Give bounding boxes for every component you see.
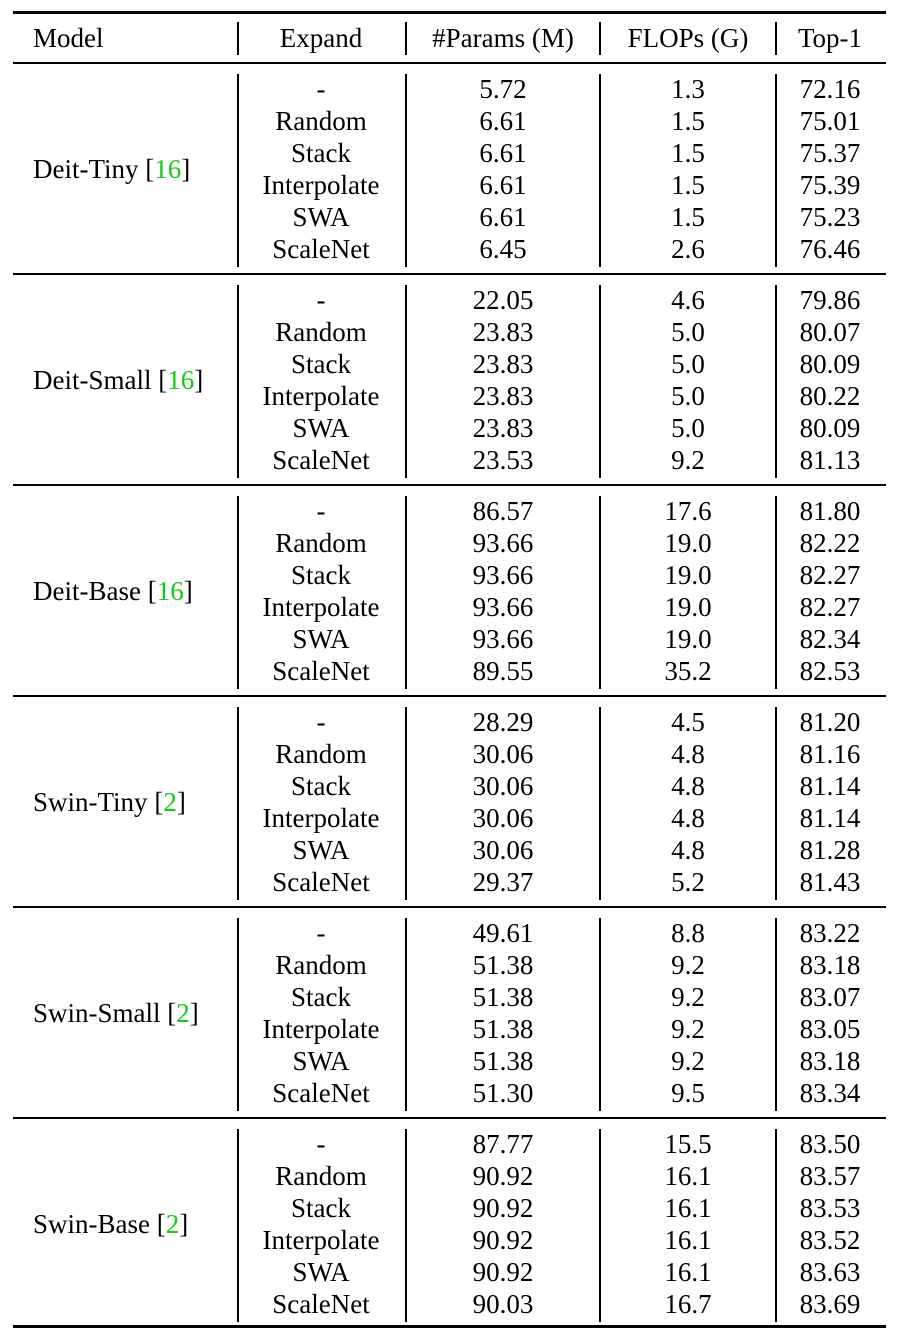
cell-top1: 83.22	[799, 918, 861, 948]
cell-expand: ScaleNet	[272, 656, 370, 686]
cell-params: 30.06	[472, 739, 534, 769]
cell-top1: 83.50	[799, 1129, 861, 1159]
header-separator	[405, 22, 407, 55]
cell-top1: 81.43	[799, 867, 861, 897]
cell-flops: 16.1	[664, 1193, 712, 1223]
column-separator	[599, 74, 601, 267]
cell-params: 23.83	[472, 413, 534, 443]
cell-flops: 9.2	[671, 445, 705, 475]
cell-params: 90.92	[472, 1193, 534, 1223]
cell-top1: 83.34	[799, 1078, 861, 1108]
cell-flops: 19.0	[664, 624, 712, 654]
citation-link[interactable]: 16	[154, 154, 182, 184]
column-separator	[775, 707, 777, 900]
cell-expand: Interpolate	[262, 803, 380, 833]
group-rule	[13, 484, 886, 486]
cell-params: 51.38	[472, 950, 534, 980]
cell-flops: 16.1	[664, 1161, 712, 1191]
citation-link[interactable]: 2	[163, 787, 177, 817]
column-separator	[599, 496, 601, 689]
model-label: Swin-Small [2]	[33, 998, 199, 1028]
cell-top1: 82.27	[799, 592, 861, 622]
cell-expand: Stack	[291, 560, 351, 590]
cell-flops: 4.5	[671, 707, 705, 737]
cell-params: 93.66	[472, 560, 534, 590]
model-name: Deit-Base	[33, 576, 141, 606]
column-separator	[405, 707, 407, 900]
column-separator	[775, 1129, 777, 1322]
cell-expand: SWA	[292, 624, 350, 654]
cell-flops: 19.0	[664, 528, 712, 558]
column-separator	[405, 285, 407, 478]
cell-params: 51.38	[472, 982, 534, 1012]
cell-top1: 79.86	[799, 285, 861, 315]
top-rule	[13, 11, 886, 14]
cell-flops: 5.2	[671, 867, 705, 897]
cell-top1: 83.18	[799, 1046, 861, 1076]
cell-expand: Stack	[291, 1193, 351, 1223]
cell-expand: Random	[275, 317, 367, 347]
cell-expand: ScaleNet	[272, 1289, 370, 1319]
column-separator	[237, 1129, 239, 1322]
cell-expand: Interpolate	[262, 1014, 380, 1044]
cell-top1: 83.63	[799, 1257, 861, 1287]
column-separator	[775, 918, 777, 1111]
cell-params: 30.06	[472, 771, 534, 801]
header-separator	[775, 22, 777, 55]
cell-expand: Interpolate	[262, 381, 380, 411]
column-separator	[405, 918, 407, 1111]
cell-params: 23.83	[472, 349, 534, 379]
cell-expand: -	[316, 707, 326, 737]
cell-params: 22.05	[472, 285, 534, 315]
cell-expand: Stack	[291, 349, 351, 379]
cell-top1: 72.16	[799, 74, 861, 104]
column-separator	[237, 918, 239, 1111]
cell-flops: 19.0	[664, 560, 712, 590]
model-name: Swin-Small	[33, 998, 161, 1028]
cell-expand: -	[316, 285, 326, 315]
cell-expand: Random	[275, 106, 367, 136]
cell-params: 87.77	[472, 1129, 534, 1159]
model-name: Deit-Small	[33, 365, 152, 395]
cell-top1: 83.69	[799, 1289, 861, 1319]
cell-expand: Interpolate	[262, 170, 380, 200]
cell-params: 51.38	[472, 1046, 534, 1076]
column-separator	[237, 285, 239, 478]
cell-top1: 82.53	[799, 656, 861, 686]
cell-expand: SWA	[292, 835, 350, 865]
cell-expand: Interpolate	[262, 1225, 380, 1255]
cell-expand: Stack	[291, 771, 351, 801]
column-separator	[599, 1129, 601, 1322]
cell-expand: ScaleNet	[272, 867, 370, 897]
citation-link[interactable]: 2	[176, 998, 190, 1028]
cell-params: 6.45	[479, 234, 527, 264]
header-rule	[13, 62, 886, 64]
cell-expand: Random	[275, 739, 367, 769]
cell-params: 93.66	[472, 624, 534, 654]
cell-params: 90.92	[472, 1225, 534, 1255]
cell-expand: -	[316, 74, 326, 104]
column-separator	[237, 707, 239, 900]
cell-params: 30.06	[472, 835, 534, 865]
cell-flops: 4.6	[671, 285, 705, 315]
cell-top1: 81.14	[799, 771, 861, 801]
cell-expand: ScaleNet	[272, 445, 370, 475]
cell-top1: 81.14	[799, 803, 861, 833]
model-label: Deit-Base [16]	[33, 576, 193, 606]
cell-flops: 1.5	[671, 138, 705, 168]
header-params: #Params (M)	[432, 23, 574, 53]
model-name: Swin-Base	[33, 1209, 150, 1239]
cell-params: 90.92	[472, 1257, 534, 1287]
cell-top1: 80.09	[799, 413, 861, 443]
cell-top1: 83.52	[799, 1225, 861, 1255]
cell-flops: 8.8	[671, 918, 705, 948]
cell-top1: 82.34	[799, 624, 861, 654]
cell-params: 5.72	[479, 74, 527, 104]
header-expand: Expand	[279, 23, 363, 53]
cell-expand: Random	[275, 528, 367, 558]
group-rule	[13, 906, 886, 908]
cell-expand: ScaleNet	[272, 1078, 370, 1108]
cell-expand: Stack	[291, 138, 351, 168]
cell-params: 51.38	[472, 1014, 534, 1044]
cell-params: 49.61	[472, 918, 534, 948]
model-label: Deit-Tiny [16]	[33, 154, 191, 184]
cell-flops: 17.6	[664, 496, 712, 526]
cell-top1: 83.18	[799, 950, 861, 980]
model-name: Deit-Tiny	[33, 154, 139, 184]
cell-top1: 82.22	[799, 528, 861, 558]
column-separator	[405, 74, 407, 267]
cell-flops: 19.0	[664, 592, 712, 622]
column-separator	[775, 285, 777, 478]
cell-top1: 80.09	[799, 349, 861, 379]
cell-params: 6.61	[479, 202, 527, 232]
cell-flops: 5.0	[671, 349, 705, 379]
cell-flops: 4.8	[671, 835, 705, 865]
column-separator	[237, 496, 239, 689]
model-label: Deit-Small [16]	[33, 365, 204, 395]
cell-flops: 16.1	[664, 1257, 712, 1287]
cell-top1: 81.13	[799, 445, 861, 475]
cell-flops: 9.2	[671, 1014, 705, 1044]
column-separator	[775, 74, 777, 267]
cell-expand: SWA	[292, 1046, 350, 1076]
cell-params: 86.57	[472, 496, 534, 526]
cell-top1: 82.27	[799, 560, 861, 590]
cell-expand: SWA	[292, 413, 350, 443]
cell-flops: 1.5	[671, 202, 705, 232]
column-separator	[599, 918, 601, 1111]
cell-expand: Interpolate	[262, 592, 380, 622]
cell-expand: SWA	[292, 202, 350, 232]
cell-flops: 9.2	[671, 982, 705, 1012]
cell-params: 93.66	[472, 528, 534, 558]
cell-top1: 76.46	[799, 234, 861, 264]
cell-params: 90.03	[472, 1289, 534, 1319]
cell-top1: 81.20	[799, 707, 861, 737]
cell-params: 23.53	[472, 445, 534, 475]
cell-top1: 83.53	[799, 1193, 861, 1223]
cell-params: 6.61	[479, 106, 527, 136]
cell-flops: 9.5	[671, 1078, 705, 1108]
citation-link[interactable]: 16	[167, 365, 195, 395]
cell-flops: 5.0	[671, 381, 705, 411]
column-separator	[237, 74, 239, 267]
cell-params: 89.55	[472, 656, 534, 686]
column-separator	[405, 1129, 407, 1322]
cell-top1: 81.16	[799, 739, 861, 769]
cell-flops: 1.3	[671, 74, 705, 104]
cell-flops: 9.2	[671, 1046, 705, 1076]
cell-top1: 75.39	[799, 170, 861, 200]
cell-params: 29.37	[472, 867, 534, 897]
cell-flops: 16.1	[664, 1225, 712, 1255]
header-model: Model	[33, 23, 104, 53]
cell-expand: -	[316, 496, 326, 526]
cell-params: 30.06	[472, 803, 534, 833]
cell-flops: 1.5	[671, 106, 705, 136]
cell-top1: 75.37	[799, 138, 861, 168]
column-separator	[599, 707, 601, 900]
cell-top1: 80.22	[799, 381, 861, 411]
cell-top1: 75.23	[799, 202, 861, 232]
cell-flops: 4.8	[671, 803, 705, 833]
cell-params: 90.92	[472, 1161, 534, 1191]
header-separator	[237, 22, 239, 55]
cell-top1: 83.07	[799, 982, 861, 1012]
cell-flops: 16.7	[664, 1289, 712, 1319]
cell-params: 23.83	[472, 317, 534, 347]
cell-top1: 81.28	[799, 835, 861, 865]
column-separator	[775, 496, 777, 689]
cell-params: 51.30	[472, 1078, 534, 1108]
cell-params: 28.29	[472, 707, 534, 737]
cell-top1: 83.05	[799, 1014, 861, 1044]
cell-flops: 2.6	[671, 234, 705, 264]
column-separator	[405, 496, 407, 689]
cell-expand: Random	[275, 950, 367, 980]
cell-flops: 1.5	[671, 170, 705, 200]
model-name: Swin-Tiny	[33, 787, 148, 817]
header-separator	[599, 22, 601, 55]
cell-flops: 4.8	[671, 739, 705, 769]
model-label: Swin-Base [2]	[33, 1209, 189, 1239]
bottom-rule	[13, 1325, 886, 1328]
cell-top1: 83.57	[799, 1161, 861, 1191]
cell-params: 6.61	[479, 138, 527, 168]
group-rule	[13, 273, 886, 275]
cell-top1: 75.01	[799, 106, 861, 136]
cell-flops: 9.2	[671, 950, 705, 980]
cell-expand: Random	[275, 1161, 367, 1191]
cell-expand: -	[316, 918, 326, 948]
group-rule	[13, 1117, 886, 1119]
group-rule	[13, 695, 886, 697]
cell-expand: SWA	[292, 1257, 350, 1287]
cell-expand: Stack	[291, 982, 351, 1012]
cell-flops: 5.0	[671, 317, 705, 347]
header-top1: Top-1	[797, 23, 863, 53]
model-label: Swin-Tiny [2]	[33, 787, 186, 817]
cell-expand: ScaleNet	[272, 234, 370, 264]
cell-expand: -	[316, 1129, 326, 1159]
cell-params: 6.61	[479, 170, 527, 200]
citation-link[interactable]: 2	[165, 1209, 180, 1239]
cell-flops: 4.8	[671, 771, 705, 801]
cell-flops: 5.0	[671, 413, 705, 443]
cell-flops: 35.2	[664, 656, 712, 686]
header-flops: FLOPs (G)	[627, 23, 749, 53]
citation-link[interactable]: 16	[156, 576, 184, 606]
column-separator	[599, 285, 601, 478]
cell-params: 93.66	[472, 592, 534, 622]
cell-top1: 80.07	[799, 317, 861, 347]
cell-top1: 81.80	[799, 496, 861, 526]
cell-flops: 15.5	[664, 1129, 712, 1159]
cell-params: 23.83	[472, 381, 534, 411]
